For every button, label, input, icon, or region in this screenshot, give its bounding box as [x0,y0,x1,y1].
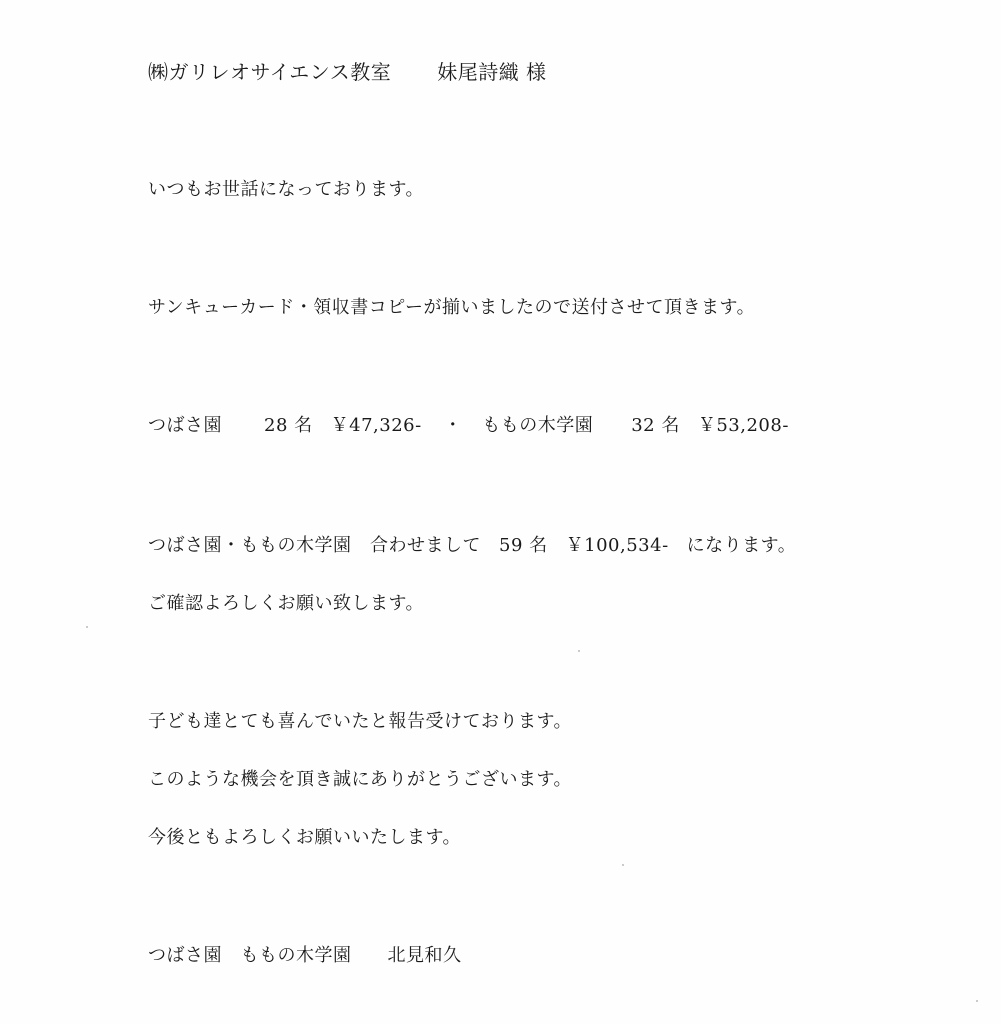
signature-line [148,944,462,968]
amounts-separator: ・ [443,415,463,436]
addressee-line [148,60,547,84]
paper-speck [86,626,88,628]
total-amount: ￥100,534- [565,535,669,556]
total-line [148,534,796,558]
school1-amount: ￥47,326- [330,415,422,436]
school2-count: 32 名 [631,415,680,436]
addressee-company: ㈱ガリレオサイエンス教室 [148,60,392,84]
school2-name: ももの木学園 [482,415,594,436]
total-prefix: つばさ園・ももの木学園 合わせまして [148,535,481,556]
total-count: 59 名 [499,535,548,556]
paper-speck [578,650,580,652]
closing-text: 今後ともよろしくお願いいたします。 [148,827,462,848]
signature-org: つばさ園 ももの木学園 [148,945,352,966]
notice-text: サンキューカード・領収書コピーが揃いましたので送付させて頂きます。 [148,297,756,318]
paper-speck [622,864,624,866]
addressee-name: 妹尾詩織 様 [437,60,547,84]
confirm-text: ご確認よろしくお願い致します。 [148,593,425,614]
signature-name: 北見和久 [387,945,462,966]
thanks-text: このような機会を頂き誠にありがとうございます。 [148,769,573,790]
school2-amount: ￥53,208- [697,415,789,436]
amounts-line [148,414,789,438]
paper-speck [976,1000,978,1002]
school1-name: つばさ園 [148,415,222,436]
greeting-text: いつもお世話になっております。 [148,179,425,200]
school1-count: 28 名 [264,415,313,436]
report-text: 子ども達とても喜んでいたと報告受けております。 [148,711,573,732]
total-suffix: になります。 [686,535,797,556]
